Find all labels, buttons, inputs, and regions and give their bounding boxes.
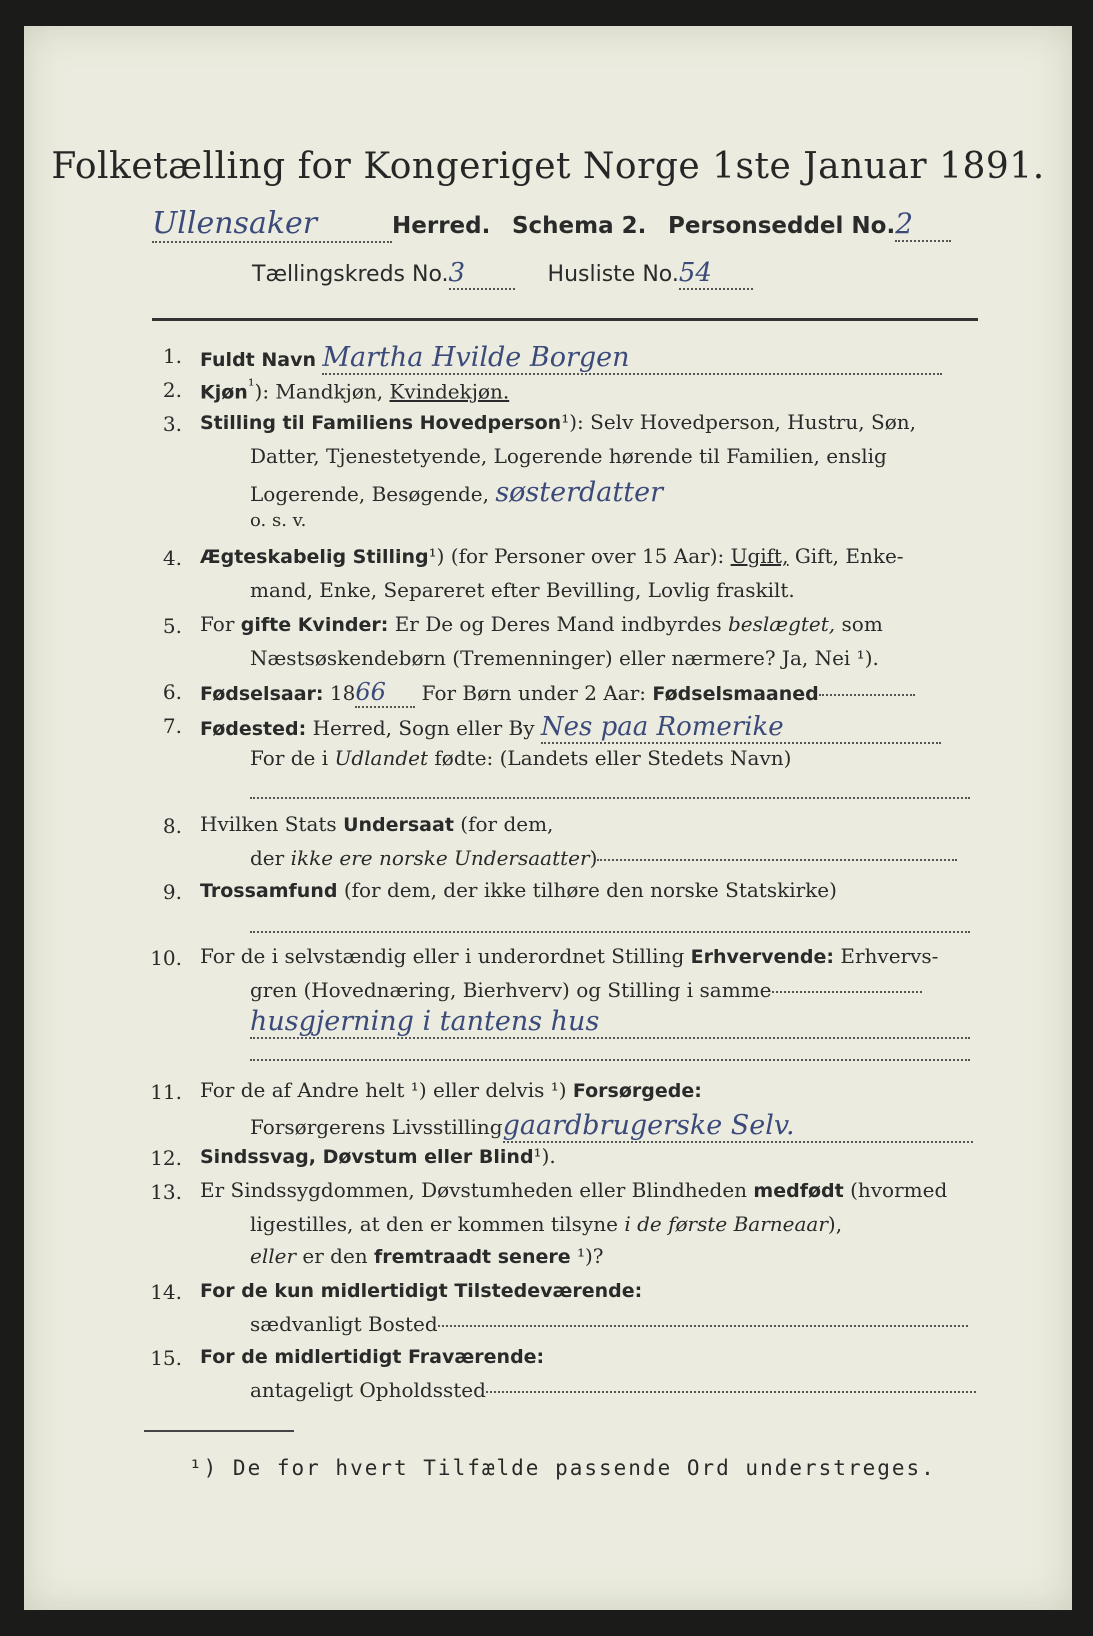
q11-line1 [200,1078,702,1102]
q14-number: 14. [150,1280,182,1304]
q11-label: Forsørgede: [572,1080,702,1102]
q12-row [200,1144,556,1168]
q4-line1 [200,544,904,568]
q3-label: Stilling til Familiens Hovedperson [200,412,562,434]
q10-value-line [250,1006,970,1039]
q9-line1 [200,878,837,902]
q3-line3-text: Logerende, Besøgende, [250,482,489,506]
q8-line2a: der [250,846,285,870]
q5-label1: For [200,612,235,636]
footnote: ¹) De for hvert Tilfælde passende Ord understreges. [189,1456,936,1480]
q15-line2-text: antageligt Opholdssted [250,1378,486,1402]
q7-line2-italic: Udlandet [334,746,429,770]
q10-value: husgjerning i tantens hus [250,1006,600,1037]
q10-line2 [250,978,922,1002]
q10-blank-line [250,1058,970,1061]
header-rule [152,318,978,321]
kreds-label: Tællingskreds No. [252,262,449,287]
footnote-rule [144,1430,294,1432]
q3-line1-text: ¹): Selv Hovedperson, Hustru, Søn, [561,410,917,434]
q5-line1a: Er De og Deres Mand indbyrdes [394,612,722,636]
q14-line1 [200,1278,642,1302]
q4-number: 4. [162,546,182,570]
q13-line3 [250,1244,604,1268]
herred-label: Herred. [392,213,491,239]
q12-rest: ¹). [533,1144,556,1168]
q13-label2: fremtraadt senere [374,1246,571,1268]
form-title: Folketælling for Kongeriget Norge 1ste Januar 1891. [51,146,1045,187]
q8-number: 8. [162,814,182,838]
q12-label: Sindssvag, Døvstum eller Blind [200,1146,534,1168]
q7-label: Fødested: [200,718,307,740]
q13-label: medfødt [753,1180,844,1202]
q1-row [200,342,942,375]
q2-row [200,376,509,404]
q1-number: 1. [162,344,182,368]
q9-line1-text: (for dem, der ikke tilhøre den norske Statskirke) [343,878,837,902]
q11-line1a: For de af Andre helt ¹) eller delvis ¹) [200,1078,567,1102]
q13-number: 13. [150,1180,182,1204]
q1-label: Fuldt Navn [200,349,317,371]
q15-line1 [200,1344,544,1368]
q2-underlined: Kvindekjøn. [389,379,510,404]
q2-sup: ¹ [247,376,255,395]
q4-underlined: Ugift, [730,544,789,568]
q7-line2a: For de i [250,746,329,770]
census-form [24,26,1072,1610]
q8-label: Undersaat [343,814,454,836]
schema-label: Schema 2. [511,213,647,239]
q15-line2 [250,1378,976,1402]
q14-dots [438,1324,968,1327]
q13-line2: ligestilles, at den er kommen tilsyne i de første Barneaar), [250,1212,843,1236]
q13-line1a: Er Sindssygdommen, Døvstumheden eller Blindheden [200,1178,748,1202]
q9-number: 9. [162,880,182,904]
q13-line2a: ligestilles, at den er kommen tilsyne [250,1212,618,1236]
kreds-value: 3 [449,258,515,290]
q5-line2: Næstsøskendebørn (Tremenninger) eller nærmere? Ja, Nei ¹). [250,646,879,670]
q8-line2: der ikke ere norske Undersaatter) [250,846,957,870]
q11-value: gaardbrugerske Selv. [503,1110,973,1143]
q2-rest: ): Mandkjøn, [254,379,384,404]
q9-blank-line [250,930,970,933]
q6-prefix: 18 [329,681,356,705]
q3-line2: Datter, Tjenestetyende, Logerende hørende til Familien, enslig [250,444,887,468]
q10-line1b: Erhvervs- [840,944,939,968]
q3-line1 [200,410,916,434]
q6-number: 6. [162,680,182,704]
q7-blank-line [250,796,970,799]
q13-line2-italic: i de første Barneaar [624,1212,828,1236]
q7-rest: Herred, Sogn eller By [312,716,535,740]
q6-dots [819,693,915,696]
q15-number: 15. [150,1346,182,1370]
q11-number: 11. [150,1080,182,1104]
q3-number: 3. [162,412,182,436]
herred-row [152,206,951,243]
q6-label: Fødselsaar: [200,683,324,705]
q10-line2-text: gren (Hovednæring, Bierhverv) og Stilling i samme [250,978,772,1002]
husliste-label: Husliste No. [547,262,679,287]
q4-line2: mand, Enke, Separeret efter Bevilling, Lovlig fraskilt. [250,578,795,602]
q15-dots [486,1390,976,1393]
q12-number: 12. [150,1146,182,1170]
q7-number: 7. [162,714,182,738]
q10-number: 10. [150,946,182,970]
q10-line1a: For de i selvstændig eller i underordnet Stilling [200,944,685,968]
herred-value: Ullensaker [152,206,392,243]
q14-line2 [250,1312,968,1336]
q7-line1 [200,712,941,744]
q5-number: 5. [162,614,182,638]
q8-line1 [200,812,553,836]
q8-line2-italic: ikke ere norske Undersaatter [290,846,590,870]
q10-line1 [200,944,938,968]
q6-mid: For Børn under 2 Aar: [421,681,647,705]
q6-value: 66 [355,678,415,708]
q8-dots [597,858,957,861]
q7-line2 [250,746,791,770]
q14-line2-text: sædvanligt Bosted [250,1312,438,1336]
q6-label2: Fødselsmaaned [652,683,819,705]
q13-line1 [200,1178,947,1202]
q3-line4: o. s. v. [250,510,307,531]
q10-dots [772,990,922,993]
q8-line1a: Hvilken Stats [200,812,337,836]
q4-label: Ægteskabelig Stilling [200,546,429,568]
kreds-row [252,258,753,290]
q13-line3b: ¹)? [576,1244,604,1268]
q3-value: søsterdatter [495,477,663,508]
q8-line1b: (for dem, [460,812,554,836]
q13-line3a: er den [302,1244,368,1268]
personseddel-label: Personseddel No. [668,213,896,239]
q5-label2: gifte Kvinder: [240,614,389,636]
q3-line3 [250,477,663,508]
q1-value: Martha Hvilde Borgen [322,342,942,375]
personseddel-value: 2 [895,207,951,242]
q7-value: Nes paa Romerike [541,712,941,744]
q13-line3-italic: eller [250,1244,297,1268]
q13-line1b: (hvormed [850,1178,948,1202]
husliste-value: 54 [679,258,753,290]
q15-label: For de midlertidigt Fraværende: [200,1346,545,1368]
q4-line1a: ¹) (for Personer over 15 Aar): [428,544,725,568]
q5-line1 [200,612,883,636]
q10-label: Erhvervende: [690,946,835,968]
q4-line1b: Gift, Enke- [794,544,904,568]
q5-italic: beslægtet, [727,612,836,636]
q2-label: Kjøn [200,381,248,404]
q5-line1b: som [841,612,883,636]
q11-line2-text: Forsørgerens Livsstilling [250,1115,503,1139]
q9-label: Trossamfund [200,880,338,902]
q7-line2b: fødte: (Landets eller Stedets Navn) [434,746,792,770]
q2-number: 2. [162,378,182,402]
q6-row [200,678,915,708]
q11-line2 [250,1110,973,1143]
q14-label: For de kun midlertidigt Tilstedeværende: [200,1280,643,1302]
